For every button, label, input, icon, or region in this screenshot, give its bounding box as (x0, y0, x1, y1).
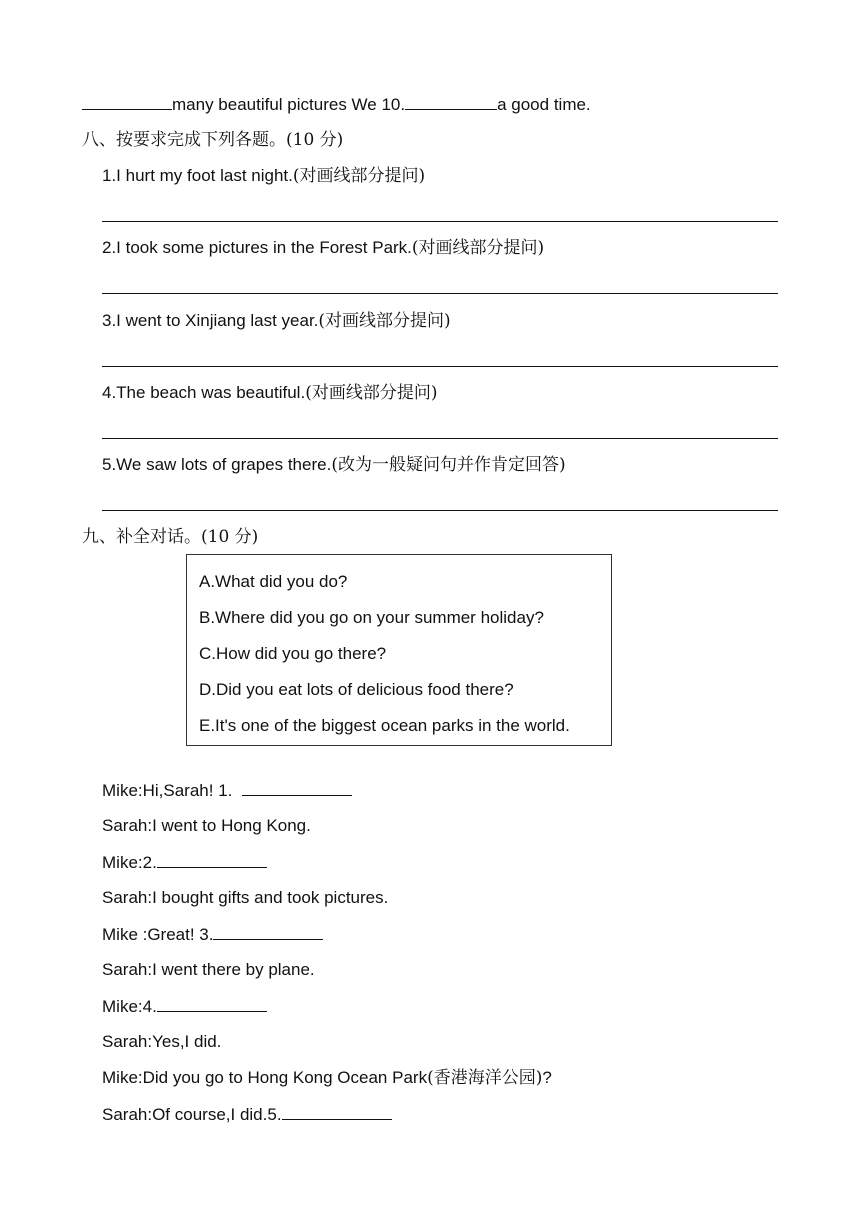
option-b: B.Where did you go on your summer holiday? (199, 608, 544, 627)
answer-blank-9[interactable] (82, 93, 172, 110)
dialogue-text-5: Mike :Great! 3. (102, 925, 214, 944)
section-8-heading: 八、按要求完成下列各题。(10 分) (82, 130, 344, 150)
dialogue-blank-3[interactable] (213, 923, 323, 940)
dialogue-line-1 (102, 779, 352, 802)
dialogue-blank-4[interactable] (157, 995, 267, 1012)
question-1-text: 1.I hurt my foot last night. (102, 166, 293, 185)
continuation-text-b: a good time. (497, 95, 591, 114)
answer-line-3[interactable] (102, 366, 778, 367)
question-4-instruction: (对画线部分提问) (305, 383, 438, 403)
dialogue-line-5 (102, 923, 323, 946)
dialogue-blank-2[interactable] (157, 851, 267, 868)
answer-line-1[interactable] (102, 221, 778, 222)
question-2-instruction: (对画线部分提问) (411, 238, 545, 258)
dialogue-text-1: Mike:Hi,Sarah! 1. (102, 781, 238, 800)
option-c: C.How did you go there? (199, 644, 387, 663)
question-1 (102, 165, 425, 187)
dialogue-note-9: (香港海洋公园) (427, 1068, 543, 1088)
dialogue-text-9: Mike:Did you go to Hong Kong Ocean Park (102, 1068, 428, 1087)
question-5-text: 5.We saw lots of grapes there. (102, 455, 332, 474)
dialogue-line-6: Sarah:I went there by plane. (102, 960, 315, 979)
dialogue-line-10 (102, 1103, 392, 1126)
question-4-text: 4.The beach was beautiful. (102, 383, 306, 402)
dialogue-blank-5[interactable] (282, 1103, 392, 1120)
question-5-instruction: (改为一般疑问句并作肯定回答) (331, 455, 566, 475)
dialogue-line-9 (102, 1067, 552, 1089)
dialogue-text-10: Sarah:Of course,I did.5. (102, 1105, 282, 1124)
dialogue-text-7: Mike:4. (102, 997, 157, 1016)
dialogue-line-3 (102, 851, 267, 874)
options-box (186, 554, 612, 746)
answer-line-4[interactable] (102, 438, 778, 439)
dialogue-blank-1[interactable] (242, 779, 352, 796)
answer-line-2[interactable] (102, 293, 778, 294)
answer-blank-10[interactable] (405, 93, 497, 110)
question-4 (102, 382, 437, 404)
question-2 (102, 237, 544, 259)
answer-line-5[interactable] (102, 510, 778, 511)
continuation-line (82, 93, 591, 116)
dialogue-line-8: Sarah:Yes,I did. (102, 1032, 222, 1051)
question-2-text: 2.I took some pictures in the Forest Park. (102, 238, 412, 257)
question-3-instruction: (对画线部分提问) (318, 311, 451, 331)
section-9-heading: 九、补全对话。(10 分) (82, 527, 259, 547)
question-1-instruction: (对画线部分提问) (292, 166, 426, 186)
dialogue-tail-9: ? (542, 1068, 552, 1087)
question-5 (102, 454, 566, 476)
option-e: E.It's one of the biggest ocean parks in the world. (199, 716, 570, 735)
question-3-text: 3.I went to Xinjiang last year. (102, 311, 319, 330)
dialogue-text-3: Mike:2. (102, 853, 157, 872)
dialogue-line-2: Sarah:I went to Hong Kong. (102, 816, 311, 835)
question-3 (102, 310, 451, 332)
dialogue-line-7 (102, 995, 267, 1018)
continuation-text-a: many beautiful pictures We 10. (172, 95, 406, 114)
option-a: A.What did you do? (199, 572, 348, 591)
option-d: D.Did you eat lots of delicious food there? (199, 680, 514, 699)
dialogue-line-4: Sarah:I bought gifts and took pictures. (102, 888, 389, 907)
